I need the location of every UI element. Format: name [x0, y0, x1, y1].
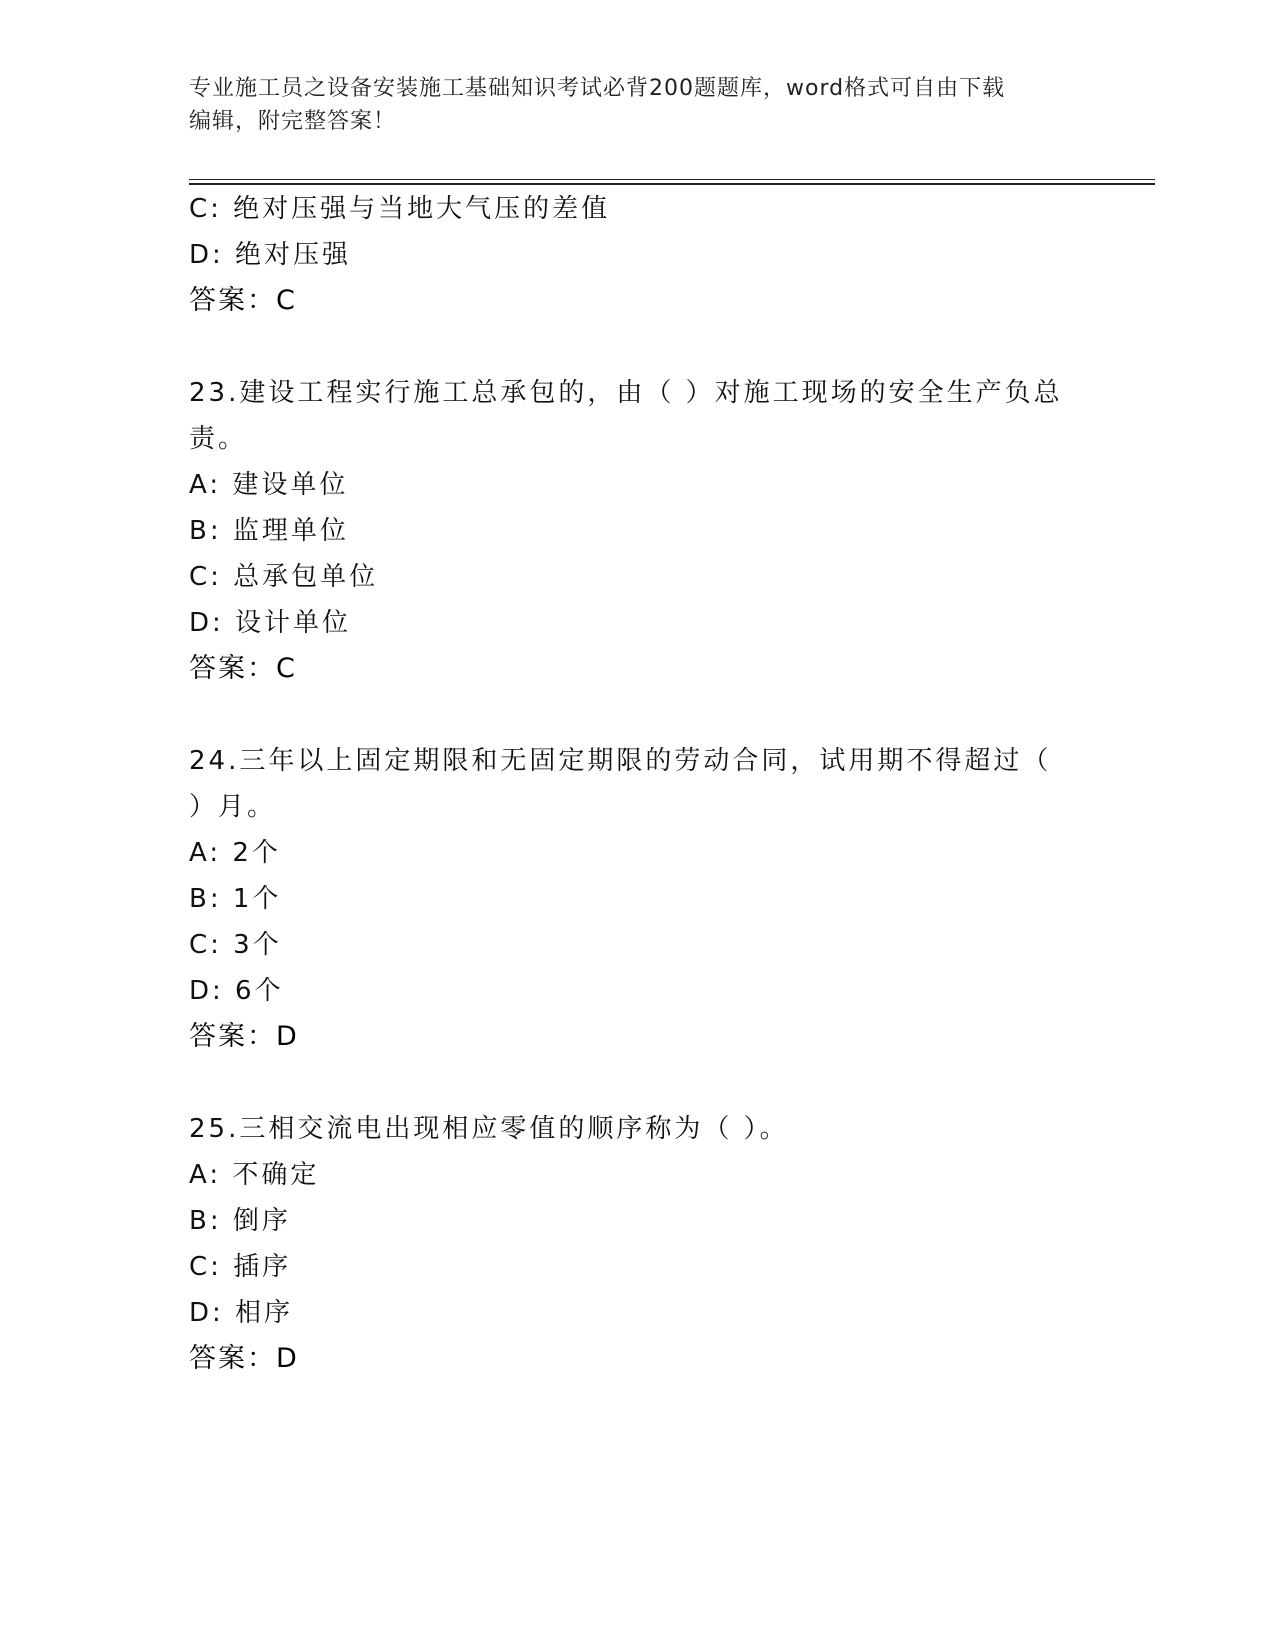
question-23 [189, 370, 1089, 692]
question-stem-continued: 责。 [189, 424, 248, 454]
question-stem-continued: ）月。 [189, 792, 277, 822]
spacer [189, 1060, 1089, 1106]
document-header [189, 72, 1089, 138]
option-a: A: 建设单位 [189, 470, 349, 500]
answer-label: 答案：C [189, 653, 297, 684]
question-24 [189, 738, 1089, 1060]
question-stem: 23.建设工程实行施工总承包的，由（ ）对施工现场的安全生产负总 [189, 378, 1063, 408]
question-stem: 24.三年以上固定期限和无固定期限的劳动合同，试用期不得超过（ [189, 746, 1052, 776]
spacer [189, 324, 1089, 370]
option-a: A: 不确定 [189, 1160, 320, 1190]
spacer [189, 692, 1089, 738]
option-b: B: 监理单位 [189, 516, 349, 546]
question-25 [189, 1106, 1089, 1382]
question-list [189, 186, 1089, 1382]
option-d: D: 设计单位 [189, 608, 352, 638]
option-d: D: 相序 [189, 1298, 294, 1328]
option-b: B: 1个 [189, 884, 282, 914]
option-c: C: 3个 [189, 930, 282, 960]
header-title-line-1: 专业施工员之设备安装施工基础知识考试必背200题题库，word格式可自由下载 [189, 76, 1006, 101]
option-c: C: 插序 [189, 1252, 292, 1282]
question-stem: 25.三相交流电出现相应零值的顺序称为（ ）。 [189, 1114, 789, 1144]
option-d: D: 6个 [189, 976, 284, 1006]
answer-label: 答案：D [189, 1343, 299, 1374]
header-title-line-2: 编辑，附完整答案！ [189, 109, 397, 134]
option-a: A: 2个 [189, 838, 281, 868]
answer-label: 答案：D [189, 1021, 299, 1052]
option-d: D: 绝对压强 [189, 240, 352, 270]
option-c: C: 总承包单位 [189, 562, 379, 592]
option-c: C: 绝对压强与当地大气压的差值 [189, 194, 611, 224]
header-divider-thick [189, 183, 1155, 185]
header-divider-thin [189, 179, 1155, 180]
question-22-tail [189, 186, 1089, 324]
answer-label: 答案：C [189, 285, 297, 316]
option-b: B: 倒序 [189, 1206, 291, 1236]
